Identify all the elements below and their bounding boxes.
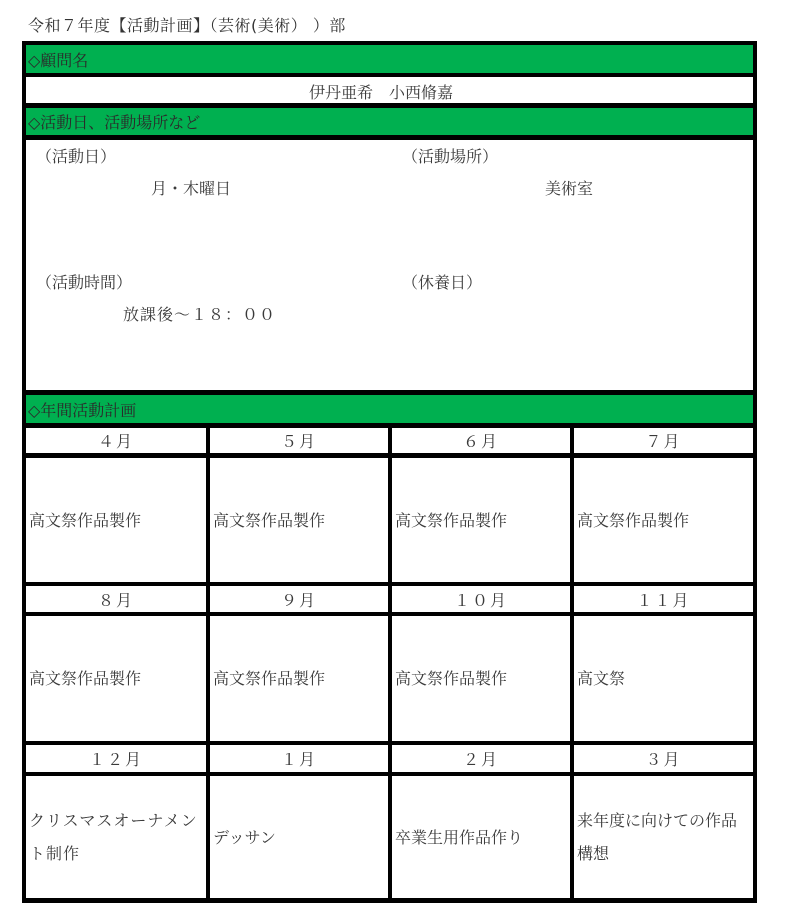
activity-plan-table [22,41,757,903]
month-label: １０月 [392,586,570,612]
annual-plan-header: ◇年間活動計画 [26,395,753,423]
month-plan [574,616,753,741]
activity-time-value: 放課後～１８：００ [123,305,277,324]
month-plan-text: 来年度に向けての作品構想 [577,811,738,863]
month-plan [392,776,570,898]
month-plan-text: 高文祭 [577,669,626,688]
month-plan [392,458,570,582]
activity-place-value: 美術室 [545,179,594,198]
month-plan-text: クリスマスオーナメント制作 [29,811,198,863]
month-plan [392,616,570,741]
month-plan [210,776,388,898]
activity-details [26,140,753,390]
month-plan [574,458,753,582]
month-plan-text: 高文祭作品製作 [29,669,142,688]
activity-header: ◇活動日、活動場所など [26,108,753,135]
month-plan [574,776,753,898]
month-label: １１月 [574,586,753,612]
month-plan-text: 卒業生用作品作り [395,827,524,847]
month-label: ８月 [26,586,206,612]
month-label: ４月 [26,428,206,453]
activity-place-label: （活動場所） [402,147,499,166]
month-plan [210,458,388,582]
month-plan-text: 高文祭作品製作 [213,510,326,530]
month-plan [26,616,206,741]
month-plan [26,776,206,898]
month-plan-text: デッサン [213,827,276,847]
document-title: 令和７年度【活動計画】（芸術(美術） ）部 [28,16,346,35]
advisor-names: 伊丹亜希 小西脩嘉 [309,83,454,102]
rest-day-label: （休養日） [402,273,483,292]
month-plan-text: 高文祭作品製作 [395,510,508,530]
advisors-row [26,77,753,103]
month-label: ３月 [574,745,753,772]
month-label: １２月 [26,745,206,772]
activity-days-value: 月・木曜日 [151,179,232,198]
month-plan-text: 高文祭作品製作 [213,669,326,688]
month-label: １月 [210,745,388,772]
month-label: ７月 [574,428,753,453]
month-label: ６月 [392,428,570,453]
month-plan-text: 高文祭作品製作 [29,510,142,530]
month-label: ５月 [210,428,388,453]
activity-time-label: （活動時間） [36,273,133,292]
month-plan [26,458,206,582]
month-plan-text: 高文祭作品製作 [577,510,690,530]
month-plan [210,616,388,741]
month-plan-text: 高文祭作品製作 [395,669,508,688]
advisors-header: ◇顧問名 [26,45,753,73]
month-label: ２月 [392,745,570,772]
month-label: ９月 [210,586,388,612]
activity-days-label: （活動日） [36,147,117,166]
